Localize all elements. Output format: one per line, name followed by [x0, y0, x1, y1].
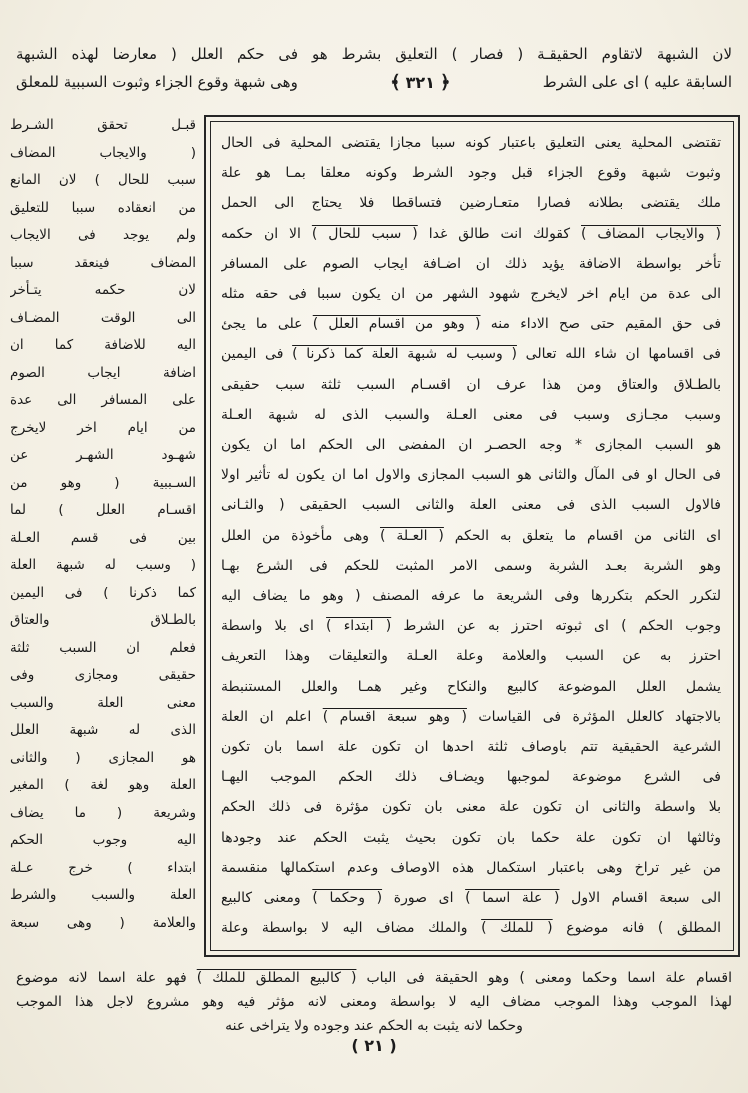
text-line: بالطـلاق والعتاق [10, 612, 196, 628]
text-line: ولم يوجد فى الايجاب [10, 227, 196, 243]
text-line: اقسام علة اسما وحكما ومعنى ) وهو الحقيقة فى الباب ( كالبيع المطلق للملك ) فهو علة اسما لانه موضوع [16, 970, 732, 986]
text-line: من ايام اخر لايخرج [10, 419, 196, 436]
text-line: الى سبعة اقسام الاول ( علة اسما ) اى صورة ( وحكما ) ومعنى كالبيع [221, 890, 721, 907]
text-line: وحكما لانه يثبت به الحكم عند وجوده ولا يتراخى عنه [225, 1018, 523, 1034]
text-line: اضافة ايجاب الصوم [10, 364, 196, 381]
top-note-line: لان الشبهة لاتقاوم الحقيقـة ( فصار ) التعليق بشرط هو فى حكم العلل ( معارضا لهذه الشبهة [16, 45, 732, 63]
text-line: لتكرر الحكم بتكررها وفى الشريعة ما عرفه المصنف ( وهو ما يضاف اليه [221, 588, 721, 605]
text-line: اقسـام العلل ) لما [10, 502, 196, 518]
main-text-frame [204, 115, 740, 957]
ornate-bracket-right-icon: ﴿ [439, 72, 451, 93]
text-line: اليه وجوب الحكم [10, 832, 196, 848]
text-line: من انعقاده سببا للتعليق [10, 199, 196, 216]
text-line: احترز به عن السبب والعلامة وعلة العـلة والتعليقات وهذا التعريف [221, 648, 721, 665]
text-line: وثالثها ان تكون علة حكما بان تكون بحيث يثبت الحكم عند وجودها [221, 829, 721, 846]
text-line: بالاجتهاد كالعلل المؤثرة فى القياسات ( وهو سبعة اقسام ) اعلم ان العلة [221, 708, 721, 725]
text-line: هو السبب المجازى * وجه الحصـر ان المفضى الى الحكم اما ان يكون [221, 437, 721, 454]
text-line: العلة وهو لغة ) المغير [10, 777, 196, 793]
text-line: هو المجازى ( والثانى [10, 749, 196, 766]
text-line: وشريعة ( ما يضاف [10, 804, 196, 821]
text-line: شهـود الشهـر عن [10, 447, 196, 463]
page-number-bottom: ( ٢١ ) [351, 1036, 397, 1055]
text-line: الى الوقت المضـاف [10, 309, 196, 326]
text-line: ( والايجاب المضاف ) كقولك انت طالق غدا ( سبب للحال ) الا ان حكمه [221, 225, 721, 242]
top-note-left-segment: وهى شبهة وقوع الجزاء وثبوت السببية للمعلق [16, 73, 298, 91]
text-line: وسبب مجـازى وسبب فى معنى العـلة والسبب الذى له شبهة العـلة [221, 406, 721, 423]
text-line: والعلامة ( وهى سبعة [10, 914, 196, 931]
text-line: ملك يقتضى بطلانه فصارا متعـارضين فتساقطا فلا يحتاج الى الحمل [221, 195, 721, 212]
text-line: فى اقسامها ان شاء الله تعالى ( وسبب له شبهة العلة كما ذكرنا ) فى اليمين [221, 346, 721, 363]
text-line: المطلق ) فانه موضوع ( للملك ) والملك مضاف اليه لا بواسطة وعلة [221, 920, 721, 937]
text-line: بالطـلاق والعتاق ومن هذا عرف ان اقسـام السبب ثلثة سبب حقيقى [221, 376, 721, 393]
text-line: الذى له شبهة العلل [10, 722, 196, 738]
text-line: يشمل العلل الموضوعة كالبيع والنكاح وغير همـا والعلل المستنبطة [221, 678, 721, 695]
text-line: قبـل تحقق الشـرط [10, 117, 196, 133]
main-text-frame-inner [210, 121, 734, 951]
text-line: بلا واسطة والثانى ان تكون علة معنى بان تكون مؤثرة فى ذلك الحكم [221, 799, 721, 816]
text-line: اى الثانى من اقسام ما يتعلق به الحكم ( العـلة ) وهى مأخوذة من العلل [221, 527, 721, 544]
text-line: بين فى قسم العـلة [10, 529, 196, 546]
text-line: وهو الشربة بعـد الشربة وسمى الامر المثبت للحكم فى الشرع بهـا [221, 557, 721, 574]
text-line: لهذا الموجب وهذا الموجب مضاف اليه لا بواسطة ومعنى لانه مؤثر فيه وهو مشروع لاجل هذا الموجب [16, 994, 732, 1010]
text-line: لان حكمه يتـأخر [10, 282, 196, 298]
text-line: كما ذكرنا ) فى اليمين [10, 584, 196, 601]
text-line: حقيقى ومجازى وفى [10, 667, 196, 683]
text-line: وثبوت شبهة وقوع الجزاء قبل وجود الشرط وكونه معلقا بمـا هو علة [221, 165, 721, 182]
text-line: فالاول السبب الذى فى معنى العلة والثانى السبب الحقيقى ( والثـانى [221, 497, 721, 514]
text-line: وجوب الحكم ) اى ثبوته احترز به عن الشرط ( ابتداء ) اى بلا واسطة [221, 618, 721, 635]
text-line: العلة والسبب والشرط [10, 887, 196, 903]
text-line: ابتداء ) خرج عـلة [10, 859, 196, 876]
ornate-bracket-left-icon: ﴾ [390, 72, 401, 93]
text-line: السـببية ( وهو من [10, 474, 196, 491]
text-line: فى الشرع موضوعة لموجبها ويضـاف ذلك الحكم الموجب اليهـا [221, 769, 721, 786]
text-line: ( وسبب له شبهة العلة [10, 557, 196, 573]
top-note-line-with-pagenum [16, 70, 732, 95]
side-margin-notes [10, 112, 196, 937]
text-line: الشرعية الحقيقية تتم باوصاف ثلثة احدها ان تكون علة اسما بان تكون [221, 739, 721, 756]
text-line: فى الحال او فى المآل والثانى هو السبب المجازى والاول اما ان يكون له تأثير اولا [221, 467, 721, 484]
text-line: تقتضى المحلية يعنى التعليق باعتبار كونه سببا مجازا يقتضى المحلية فى الحال [221, 135, 721, 151]
text-line: فعلم ان السبب ثلثة [10, 639, 196, 656]
text-line: المضاف فينعقد سببا [10, 254, 196, 271]
text-line: اليه للاضافة كما ان [10, 337, 196, 353]
bottom-margin-notes [16, 966, 732, 1038]
text-line: تأخر بواسطة الاضافة يؤيد ذلك ان اضـافة ايجاب الصوم على المسافر [221, 255, 721, 272]
text-line: فى حق المقيم حتى صح الاداء منه ( وهو من اقسام العلل ) على ما يجئ [221, 316, 721, 333]
text-line: معنى العلة والسبب [10, 694, 196, 711]
top-margin-notes [16, 42, 732, 95]
text-line: الى عدة من ايام اخر لايخرج شهود الشهر من ان يكون سببا فى حقه مثله [221, 286, 721, 303]
page-number-top-value: ٣٢١ [405, 73, 435, 92]
top-note-right-segment: السابقة عليه ) اى على الشرط [542, 73, 732, 91]
text-line: من غير تراخ وهى باعتبار استكمال هذه الاوصاف وعدم استكمالها منقسمة [221, 859, 721, 876]
text-line: ( والايجاب المضاف [10, 144, 196, 161]
main-text-block [221, 128, 721, 943]
text-line: على المسافر الى عدة [10, 392, 196, 408]
page-number-top [390, 70, 450, 95]
text-line: سبب للحال ) لان المانع [10, 172, 196, 188]
